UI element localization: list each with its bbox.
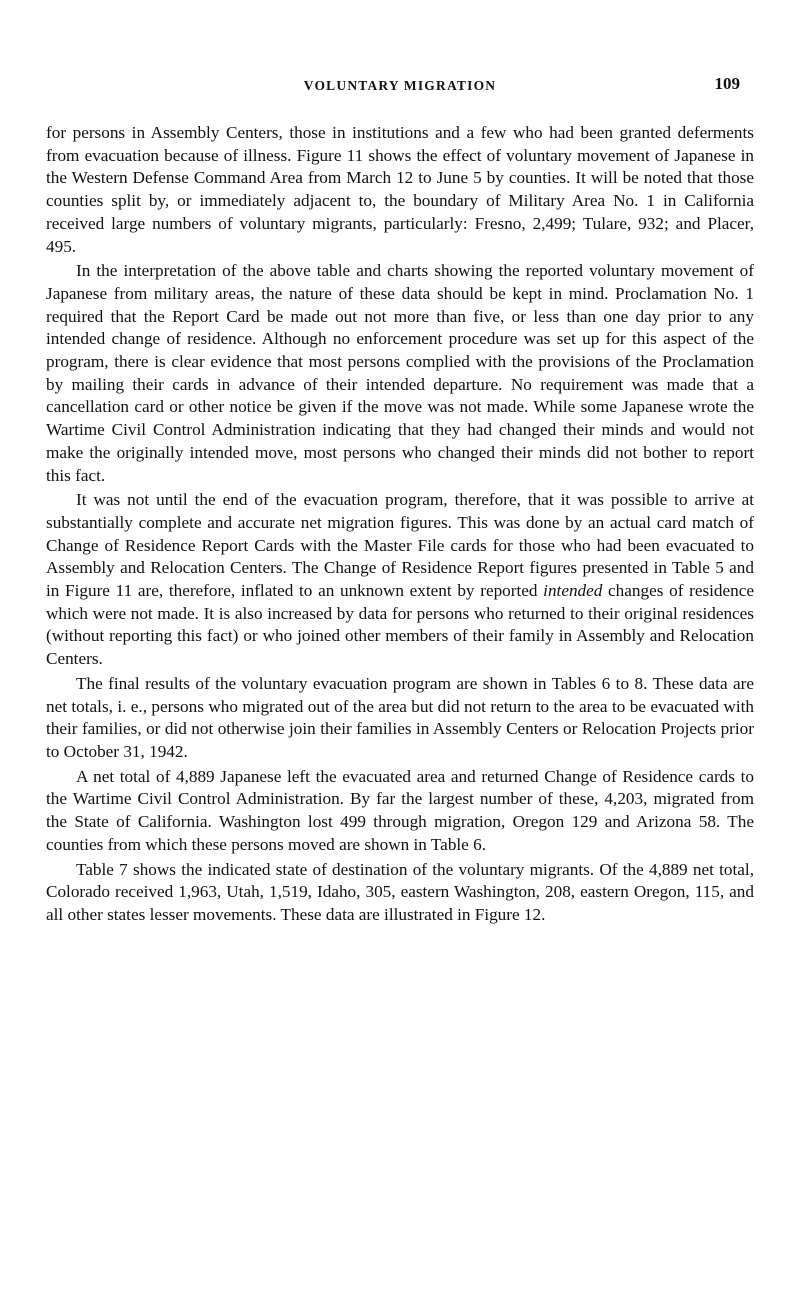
paragraph-destinations: Table 7 shows the indicated state of destination of the voluntary migrants. Of the 4,889 net total, Colorado received 1,963, Utah, 1,519, Idaho, 305, eastern Washington, 208, eastern Oregon, 115, and all other states lesser movements. These data are illustrated in Figure 12. [46,859,754,924]
emphasized-word: intended [543,581,603,601]
paragraph-net-migration [46,489,754,671]
book-page [46,72,754,929]
paragraph-continuation: for persons in Assembly Centers, those in institutions and a few who had been granted deferments from evacuation because of illness. Figure 11 shows the effect of voluntary movement of Japanese in the Western Defense Command Area from March 12 to June 5 by counties. It will be noted that those counties split by, or immediately adjacent to, the boundary of Military Area No. 1 in California received large numbers of voluntary migrants, particularly: Fresno, 2,499; Tulare, 932; and Placer, 495. [46,123,754,256]
body-text [46,122,754,927]
paragraph-interpretation: In the interpretation of the above table and charts showing the reported voluntary movement of Japanese from military areas, the nature of these data should be kept in mind. Proclamation No. 1 required that the Report Card be made out not more than five, or less than one day prior to any intended change of residence. Although no enforcement procedure was set up for this aspect of the program, there is clear evidence that most persons complied with the provisions of the Proclamation by mailing their cards in advance of their intended departure. No requirement was made that a cancellation card or other notice be given if the move was not made. While some Japanese wrote the Wartime Civil Control Administration indicating that they had changed their minds and would not make the originally intended move, most persons who changed their minds did not bother to report this fact. [46,261,754,485]
page-header [46,72,754,102]
paragraph-text-segment: changes of residence which were not made. It is also increased by data for persons who returned to their original residences (without reporting this fact) or who joined other members of their family in Assembly and Relocation Centers. [46,581,754,669]
paragraph-final-results: The final results of the voluntary evacuation program are shown in Tables 6 to 8. These data are net totals, i. e., persons who migrated out of the area but did not return to the area to be evacuated with their families, or did not otherwise join their families in Assembly Centers or Relocation Projects prior to October 31, 1942. [46,673,754,761]
paragraph-net-total: A net total of 4,889 Japanese left the evacuated area and returned Change of Residence cards to the Wartime Civil Control Administration. By far the largest number of these, 4,203, migrated from the State of California. Washington lost 499 through migration, Oregon 129 and Arizona 58. The counties from which these persons moved are shown in Table 6. [46,766,754,854]
paragraph-text-segment: It was not until the end of the evacuation program, therefore, that it was possible to arrive at substantially complete and accurate net migration figures. This was done by an actual card match of Change of Residence Report Cards with the Master File cards for those who had been evacuated to Assembly and Relocation Centers. The Change of Residence Report figures presented in Table 5 and in Figure 11 are, therefore, inflated to an unknown extent by reported [46,490,754,601]
page-number: 109 [714,74,740,93]
running-head: VOLUNTARY MIGRATION [303,78,497,93]
